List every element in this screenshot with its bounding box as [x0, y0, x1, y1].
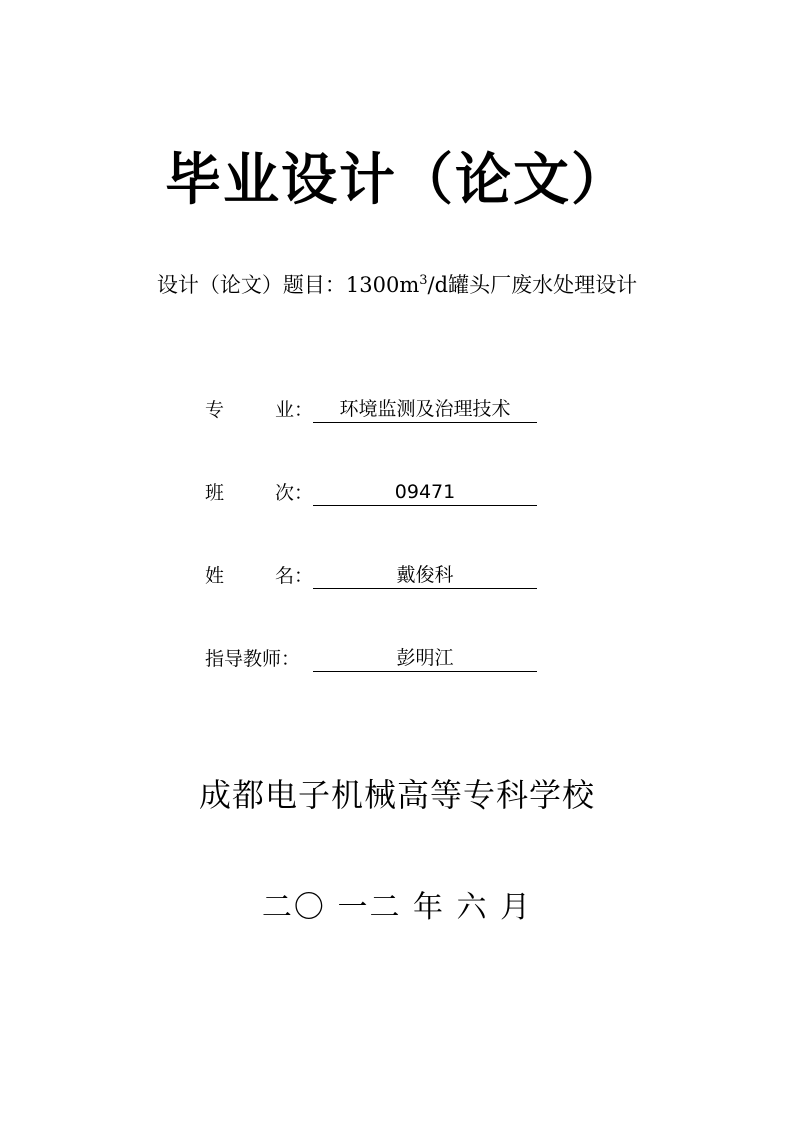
field-advisor-label	[205, 645, 313, 673]
main-title: 毕业设计（论文）	[165, 148, 629, 213]
field-major-label-a: 专	[205, 399, 225, 421]
cover-date: 二〇 一二 年 六 月	[261, 890, 533, 925]
field-major-value: 环境监测及治理技术	[313, 396, 537, 423]
field-advisor-value: 彭明江	[313, 645, 537, 672]
field-name-label-a: 姓	[205, 565, 225, 587]
field-advisor	[205, 645, 545, 673]
field-major-label	[205, 396, 313, 424]
topic-prefix: 设计（论文）题目：1300m	[156, 273, 420, 297]
field-class	[205, 479, 545, 507]
field-name-label-b: 名：	[274, 565, 313, 587]
topic-suffix: /d罐头厂废水处理设计	[427, 273, 638, 297]
field-class-label-b: 次：	[274, 482, 313, 504]
field-class-label-a: 班	[205, 482, 225, 504]
thesis-topic	[0, 270, 794, 300]
field-name-label	[205, 562, 313, 590]
field-advisor-label-a: 指导教师：	[205, 648, 301, 670]
field-major	[205, 396, 545, 424]
topic-superscript: 3	[419, 273, 428, 288]
field-major-label-b: 业：	[274, 399, 313, 421]
field-class-value: 09471	[313, 479, 537, 506]
field-name	[205, 562, 545, 590]
field-name-value: 戴俊科	[313, 562, 537, 589]
field-class-label	[205, 479, 313, 507]
school-name: 成都电子机械高等专科学校	[198, 776, 595, 814]
